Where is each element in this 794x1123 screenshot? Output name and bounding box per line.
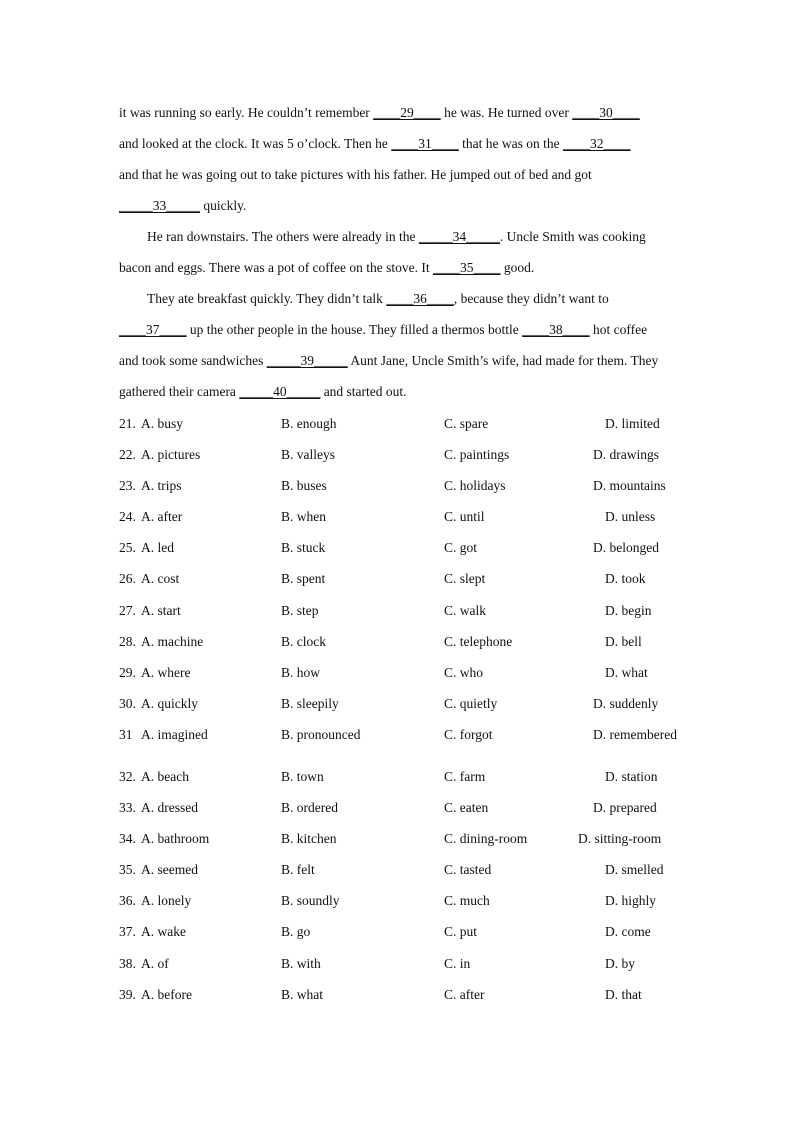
question-number: 23. <box>119 478 136 494</box>
passage-text: it was running so early. He couldn’t remember <box>119 105 374 120</box>
question-number: 29. <box>119 664 136 680</box>
option-b: B. buses <box>281 478 327 494</box>
question-row <box>119 568 689 599</box>
option-a: A. bathroom <box>141 831 210 847</box>
question-row <box>119 890 689 921</box>
option-d: D. drawings <box>593 447 659 463</box>
passage-text: , because they didn’t want to <box>453 291 609 306</box>
question-number: 37. <box>119 924 136 940</box>
question-number: 31 <box>119 726 133 742</box>
question-number: 22. <box>119 447 136 463</box>
answer-blank: ____37____ <box>119 322 187 337</box>
option-c: C. much <box>444 893 490 909</box>
option-b: B. sleepily <box>281 695 339 711</box>
question-number: 28. <box>119 633 136 649</box>
answer-blank: _____33_____ <box>119 198 200 213</box>
option-d: D. mountains <box>593 478 666 494</box>
option-b: B. stuck <box>281 540 326 556</box>
option-b: B. soundly <box>281 893 340 909</box>
option-d: D. come <box>605 924 651 940</box>
option-b: B. go <box>281 924 311 940</box>
question-row <box>119 828 689 859</box>
answer-blank: ____35____ <box>433 260 501 275</box>
option-a: A. pictures <box>141 447 201 463</box>
answer-blank: _____39_____ <box>266 353 348 368</box>
passage-line <box>119 255 679 286</box>
option-b: B. with <box>281 955 321 971</box>
question-number: 21. <box>119 416 136 431</box>
option-a: A. where <box>141 664 191 680</box>
passage-text: he was. He turned over <box>440 105 573 120</box>
option-d: D. what <box>605 664 648 680</box>
option-c: C. until <box>444 509 485 525</box>
passage-text: . Uncle Smith was cooking <box>499 229 646 244</box>
option-a: A. of <box>141 955 169 971</box>
question-row <box>119 921 689 952</box>
answer-blank: ____31____ <box>391 136 459 151</box>
question-number: 36. <box>119 893 136 909</box>
question-number: 33. <box>119 800 136 816</box>
passage-line <box>119 131 679 162</box>
option-a: A. seemed <box>141 862 198 878</box>
passage-line <box>119 286 679 317</box>
option-d: D. by <box>605 955 635 971</box>
option-d: D. unless <box>605 509 656 525</box>
option-b: B. what <box>281 986 323 1002</box>
option-a: A. wake <box>141 924 186 940</box>
option-c: C. holidays <box>444 478 506 494</box>
passage-text: and started out. <box>320 384 407 399</box>
passage-text: up the other people in the house. They filled a thermos bottle <box>186 322 523 337</box>
answer-options <box>119 413 689 1015</box>
option-c: C. telephone <box>444 633 513 649</box>
option-a: A. quickly <box>141 695 198 711</box>
option-b: B. town <box>281 768 324 784</box>
question-row <box>119 984 689 1015</box>
answer-blank: _____40_____ <box>239 384 321 399</box>
passage-text: He ran downstairs. The others were already in the <box>147 229 419 244</box>
option-c: C. forgot <box>444 726 493 742</box>
answer-blank: ____29____ <box>373 105 441 120</box>
question-row <box>119 953 689 984</box>
passage-text: and took some sandwiches <box>119 353 267 368</box>
option-d: D. bell <box>605 633 642 649</box>
option-b: B. spent <box>281 571 326 587</box>
question-row <box>119 859 689 890</box>
question-number: 24. <box>119 509 136 525</box>
option-b: B. felt <box>281 862 315 878</box>
option-a: A. machine <box>141 633 204 649</box>
question-row <box>119 413 689 444</box>
question-row <box>119 506 689 537</box>
option-a: A. lonely <box>141 893 192 909</box>
option-d: D. smelled <box>605 862 664 878</box>
passage-text: Aunt Jane, Uncle Smith’s wife, had made for them. They <box>347 353 659 368</box>
option-c: C. eaten <box>444 800 489 816</box>
answer-blank: _____34_____ <box>418 229 500 244</box>
option-a: A. after <box>141 509 183 525</box>
question-row <box>119 444 689 475</box>
option-c: C. who <box>444 664 484 680</box>
cloze-passage <box>119 100 679 410</box>
passage-line <box>119 379 679 410</box>
passage-line <box>119 317 679 348</box>
passage-text: gathered their camera <box>119 384 240 399</box>
option-c: C. in <box>444 955 471 971</box>
passage-line <box>119 162 679 193</box>
passage-text: good. <box>500 260 535 275</box>
option-d: D. suddenly <box>593 695 659 711</box>
option-c: C. tasted <box>444 862 492 878</box>
option-d: D. remembered <box>593 726 677 742</box>
passage-line <box>119 100 679 131</box>
option-d: D. prepared <box>593 800 657 816</box>
answer-blank: ____32____ <box>563 136 631 151</box>
option-c: C. spare <box>444 416 489 431</box>
question-row <box>119 475 689 506</box>
passage-line <box>119 224 679 255</box>
option-d: D. took <box>605 571 646 587</box>
option-b: B. ordered <box>281 800 338 816</box>
option-b: B. valleys <box>281 447 335 463</box>
option-a: A. trips <box>141 478 182 494</box>
option-b: B. pronounced <box>281 726 361 742</box>
option-b: B. clock <box>281 633 326 649</box>
option-a: A. led <box>141 540 174 556</box>
option-a: A. before <box>141 986 192 1002</box>
option-c: C. farm <box>444 768 486 784</box>
question-number: 35. <box>119 862 136 878</box>
question-number: 25. <box>119 540 136 556</box>
passage-text: that he was on the <box>458 136 564 151</box>
option-d: D. belonged <box>593 540 659 556</box>
option-d: D. begin <box>605 602 652 618</box>
option-b: B. when <box>281 509 326 525</box>
option-b: B. kitchen <box>281 831 337 847</box>
passage-text: and looked at the clock. It was 5 o’clock. Then he <box>119 136 392 151</box>
option-b: B. step <box>281 602 319 618</box>
option-c: C. slept <box>444 571 486 587</box>
option-b: B. how <box>281 664 321 680</box>
question-row <box>119 766 689 797</box>
option-d: D. sitting-room <box>578 831 662 847</box>
option-a: A. beach <box>141 768 189 784</box>
passage-text: bacon and eggs. There was a pot of coffee on the stove. It <box>119 260 434 275</box>
option-a: A. imagined <box>141 726 208 742</box>
question-row <box>119 724 689 766</box>
answer-blank: ____30____ <box>572 105 640 120</box>
question-number: 27. <box>119 602 136 618</box>
option-b: B. enough <box>281 416 337 431</box>
question-number: 34. <box>119 831 136 847</box>
option-c: C. walk <box>444 602 486 618</box>
option-a: A. busy <box>141 416 184 431</box>
option-d: D. highly <box>605 893 657 909</box>
question-number: 38. <box>119 955 136 971</box>
option-c: C. after <box>444 986 485 1002</box>
option-a: A. dressed <box>141 800 198 816</box>
question-row <box>119 797 689 828</box>
question-row <box>119 662 689 693</box>
option-d: D. station <box>605 768 658 784</box>
passage-line <box>119 348 679 379</box>
option-d: D. limited <box>605 416 660 431</box>
option-a: A. start <box>141 602 181 618</box>
answer-blank: ____36____ <box>386 291 454 306</box>
option-c: C. put <box>444 924 478 940</box>
passage-text: hot coffee <box>589 322 648 337</box>
question-number: 26. <box>119 571 136 587</box>
question-row <box>119 600 689 631</box>
question-row <box>119 537 689 568</box>
passage-text: and that he was going out to take pictures with his father. He jumped out of bed and got <box>119 167 592 182</box>
option-c: C. quietly <box>444 695 498 711</box>
passage-text: quickly. <box>200 198 247 213</box>
option-c: C. got <box>444 540 478 556</box>
passage-text: They ate breakfast quickly. They didn’t talk <box>147 291 387 306</box>
question-number: 32. <box>119 768 136 784</box>
answer-blank: ____38____ <box>522 322 590 337</box>
passage-line <box>119 193 679 224</box>
question-row <box>119 631 689 662</box>
question-number: 30. <box>119 695 136 711</box>
question-row <box>119 693 689 724</box>
option-a: A. cost <box>141 571 180 587</box>
option-c: C. dining-room <box>444 831 528 847</box>
option-c: C. paintings <box>444 447 510 463</box>
option-d: D. that <box>605 986 642 1002</box>
question-number: 39. <box>119 986 136 1002</box>
